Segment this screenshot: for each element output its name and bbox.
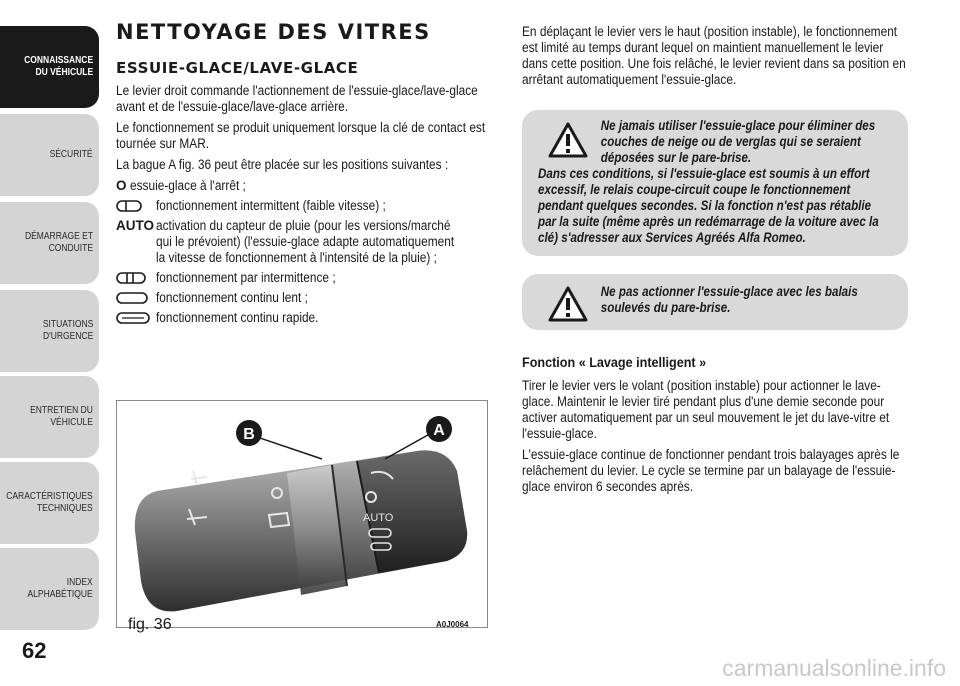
callout-a-label: A (433, 422, 445, 439)
auto-symbol: AUTO (116, 218, 155, 233)
section-title: NETTOYAGE DES VITRES (116, 20, 431, 44)
tab-label: CONNAISSANCE DU VÉHICULE (24, 55, 93, 78)
paragraph: La bague A fig. 36 peut être placée sur les positions suivantes : (116, 157, 449, 172)
paragraph: Le levier droit commande l'actionnement de l'essuie-glace/lave-glace avant et de l'essuie-glace/lave-glace arrière. (116, 83, 478, 114)
warning-text (538, 118, 888, 246)
warning-lead: Ne pas actionner l'essuie-glace avec les balais soulevés du pare-brise. (600, 284, 858, 315)
figure-wiper-lever (116, 400, 488, 628)
paragraph: L'essuie-glace continue de fonctionner pendant trois balayages après le relâchement du levier. Le cycle se termine par un balayage de l'essuie-glace environ 6 secondes après. (522, 447, 900, 494)
warning-lead: Ne jamais utiliser l'essuie-glace pour éliminer des couches de neige ou de verglas qui se seraient déposées sur le pare-brise. (600, 118, 876, 165)
page-number: 62 (22, 638, 47, 663)
wiper-option-auto (116, 218, 504, 266)
tab-connaissance-du-vehicule[interactable] (0, 26, 99, 108)
intermittent-low-icon (116, 198, 156, 214)
intermittent-icon (116, 270, 156, 286)
off-symbol: O (116, 178, 127, 193)
callout-b-label: B (243, 426, 255, 443)
wiper-option-off (116, 178, 504, 194)
paragraph: Tirer le levier vers le volant (position instable) pour actionner le lave-glace. Maintenir le levier tiré pendant plus d'une demie seconde pour activer automatiquement par un seul mouvement le jet du lave-vitre et l'essuie-glace. (522, 378, 890, 441)
warning-box-snow-ice (522, 110, 908, 256)
warning-box-raised-blades (522, 274, 908, 330)
option-text: fonctionnement intermittent (faible vitesse) ; (156, 198, 386, 213)
function-title: Fonction « Lavage intelligent » (522, 354, 707, 370)
option-text: fonctionnement continu rapide. (156, 310, 319, 325)
tab-label: ENTRETIEN DU VÉHICULE (30, 405, 93, 428)
tab-label: SITUATIONS D'URGENCE (42, 319, 93, 342)
option-text: fonctionnement par intermittence ; (156, 270, 336, 285)
tab-label: DÉMARRAGE ET CONDUITE (24, 231, 93, 254)
wiper-option-continuous-fast (116, 310, 504, 326)
tab-entretien-du-vehicule[interactable] (0, 376, 99, 458)
intro-paragraph: En déplaçant le levier vers le haut (position instable), le fonctionnement est limité au temps durant lequel on maintient manuellement le levier dans cette position. Une fois relâché, le levier revient dans sa position en arrêtant automatiquement l'essuie-glace. (522, 24, 906, 87)
subsection-title: ESSUIE-GLACE/LAVE-GLACE (116, 59, 359, 77)
option-text: activation du capteur de pluie (pour les versions/marché qui le prévoient) (l'essuie-glace adapte automatiquement la vitesse de fonctionnement à l'intensité de la pluie) ; (156, 218, 455, 265)
wiper-option-intermittent (116, 270, 504, 286)
left-column (116, 20, 504, 330)
paragraph: Le fonctionnement se produit uniquement lorsque la clé de contact est tournée sur MAR. (116, 120, 486, 151)
wiper-lever-illustration (117, 401, 487, 627)
tab-label: CARACTÉRISTIQUES TECHNIQUES (6, 491, 93, 514)
tab-caracteristiques-techniques[interactable] (0, 462, 99, 544)
option-text: essuie-glace à l'arrêt ; (130, 178, 246, 193)
tab-label: SÉCURITÉ (50, 149, 93, 160)
figure-caption: fig. 36 (128, 616, 172, 633)
option-text: fonctionnement continu lent ; (156, 290, 308, 305)
figure-code: A0J0064 (436, 620, 469, 629)
continuous-fast-icon (116, 310, 156, 326)
tab-label: INDEX ALPHABÉTIQUE (27, 577, 93, 600)
continuous-slow-icon (116, 290, 156, 306)
wiper-option-intermittent-low (116, 198, 504, 214)
watermark: carmanualsonline.info (722, 655, 946, 681)
tab-securite[interactable] (0, 114, 99, 196)
tab-situations-d-urgence[interactable] (0, 290, 99, 372)
lever-auto-marking: AUTO (363, 512, 394, 524)
wiper-option-continuous-slow (116, 290, 504, 306)
tab-demarrage-et-conduite[interactable] (0, 202, 99, 284)
tab-index-alphabetique[interactable] (0, 548, 99, 630)
warning-rest: Dans ces conditions, si l'essuie-glace est soumis à un effort excessif, le relais coupe-circuit coupe le fonctionnement pendant quelques secondes. Si la fonction n'est pas rétablie par la suite (même après un redémarrage de la voiture avec la clé) s'adresser aux Services Agréés Alfa Romeo. (538, 166, 879, 245)
warning-text (538, 284, 888, 316)
right-column (522, 24, 914, 500)
